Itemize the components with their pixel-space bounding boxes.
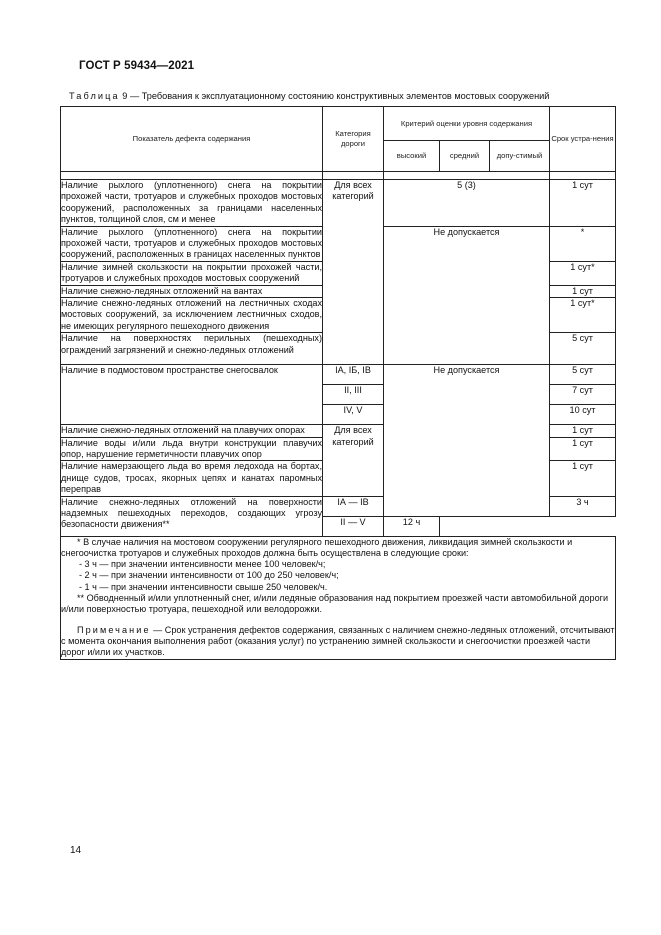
table-notes bbox=[61, 536, 616, 659]
row-period: 10 сут bbox=[550, 405, 616, 425]
page-number: 14 bbox=[70, 845, 82, 856]
category-all-2: Для всех категорий bbox=[323, 425, 384, 496]
note bbox=[61, 625, 615, 659]
row-period: * bbox=[550, 226, 616, 261]
row-indicator: Наличие снежно-ледяных отложений на лестничных сходах мостовых сооружений, за исключением лестничных сходов, не имеющих регулярного пешеходного движения bbox=[61, 298, 322, 331]
header-indicator: Показатель дефекта содержания bbox=[61, 107, 323, 172]
row-period: 7 сут bbox=[550, 385, 616, 405]
row-indicator: Наличие снежно-ледяных отложений на плавучих опорах bbox=[61, 425, 323, 437]
category-cell: II — V bbox=[323, 516, 384, 536]
row-period: 1 сут bbox=[550, 285, 616, 297]
row-indicator: Наличие рыхлого (уплотненного) снега на покрытии прохожей части, тротуаров и служебных проходов мостовых сооружений, расположенных за границами населенных пунктов, толщиной слоя, см и менее bbox=[61, 180, 322, 225]
caption-text: 9 — Требования к эксплуатационному состоянию конструктивных элементов мостовых сооружений bbox=[119, 91, 550, 101]
header-high: высокий bbox=[384, 141, 440, 172]
row-period: 1 сут bbox=[550, 437, 616, 461]
header-allowed: допу-стимый bbox=[490, 141, 550, 172]
row-indicator: Наличие на поверхностях перильных (пешеходных) ограждений загрязнений и снежно-ледяных отложений bbox=[61, 333, 323, 365]
criteria-value: 5 (3) bbox=[384, 180, 550, 227]
row-indicator: Наличие воды и/или льда внутри конструкции плавучих опор, нарушение герметичности плавучих опор bbox=[61, 437, 322, 459]
note-text: — Срок устранения дефектов содержания, связанных с наличием снежно-ледяных отложений, отсчитывают с момента окончания выполнения работ (оказания услуг) по устранению зимней скользкости и снегоочистки проезжей части дорог и/или их участков. bbox=[61, 624, 615, 658]
footnote-1: * В случае наличия на мостовом сооружении регулярного пешеходного движения, ликвидация зимней скользкости и снегоочистка тротуаров и служебных проходов должна быть осуществлена в следующие сроки: bbox=[61, 536, 573, 558]
row-period: 1 сут bbox=[550, 180, 616, 227]
header-category: Категория дороги bbox=[323, 107, 384, 172]
header-period: Срок устра-нения bbox=[550, 107, 616, 172]
footnote-list-item: - 2 ч — при значении интенсивности от 100 до 250 человек/ч; bbox=[79, 570, 339, 581]
footnote-list-item: - 3 ч — при значении интенсивности менее 100 человек/ч; bbox=[79, 559, 326, 570]
category-cell: IА, IБ, IВ bbox=[323, 365, 384, 385]
row-period: 5 сут bbox=[550, 333, 616, 365]
row-indicator: Наличие рыхлого (уплотненного) снега на покрытии прохожей части, тротуаров и служебных проходов мостовых сооружений, расположенных в границах населенных пунктов bbox=[61, 226, 322, 260]
row-indicator: Наличие в подмостовом пространстве снегосвалок bbox=[61, 365, 323, 425]
category-cell: IА — IВ bbox=[323, 496, 384, 516]
table-caption bbox=[69, 91, 549, 101]
row-period: 1 сут bbox=[550, 461, 616, 496]
header-criteria: Критерий оценки уровня содержания bbox=[384, 107, 550, 141]
caption-label: Таблица bbox=[69, 91, 120, 101]
note-label: Примечание bbox=[77, 624, 151, 635]
row-period: 1 сут bbox=[550, 425, 616, 437]
row-period: 3 ч bbox=[550, 496, 616, 516]
not-allowed-2: Не допускается bbox=[384, 365, 550, 516]
row-indicator: Наличие зимней скользкости на покрытии прохожей части, тротуаров и служебных проходов мостовых сооружений bbox=[61, 261, 322, 284]
row-period: 5 сут bbox=[550, 365, 616, 385]
footnote-2: ** Обводненный и/или уплотненный снег, и/или ледяные образования над покрытием проезжей части автомобильной дороги и/или поверхностью тротуара, пешеходной или велодорожки. bbox=[61, 593, 609, 615]
category-cell: IV, V bbox=[323, 405, 384, 425]
not-allowed-1: Не допускается bbox=[384, 226, 550, 364]
category-cell: II, III bbox=[323, 385, 384, 405]
footnote-list-item: - 1 ч — при значении интенсивности свыше 250 человек/ч. bbox=[79, 581, 328, 592]
category-all-1: Для всех категорий bbox=[323, 180, 384, 365]
row-period: 12 ч bbox=[384, 516, 440, 536]
row-indicator: Наличие снежно-ледяных отложений на поверхности надземных пешеходных переходов, создающих угрозу безопасности движения** bbox=[61, 496, 323, 536]
requirements-table bbox=[60, 106, 616, 660]
row-indicator: Наличие снежно-ледяных отложений на вантах bbox=[61, 285, 323, 297]
document-id: ГОСТ Р 59434—2021 bbox=[79, 60, 195, 72]
row-period: 1 сут* bbox=[550, 298, 616, 333]
row-period: 1 сут* bbox=[550, 261, 616, 285]
row-indicator: Наличие намерзающего льда во время ледохода на бортах, днище судов, тросах, якорных цепях и канатах паромных переправ bbox=[61, 461, 322, 495]
header-medium: средний bbox=[440, 141, 490, 172]
